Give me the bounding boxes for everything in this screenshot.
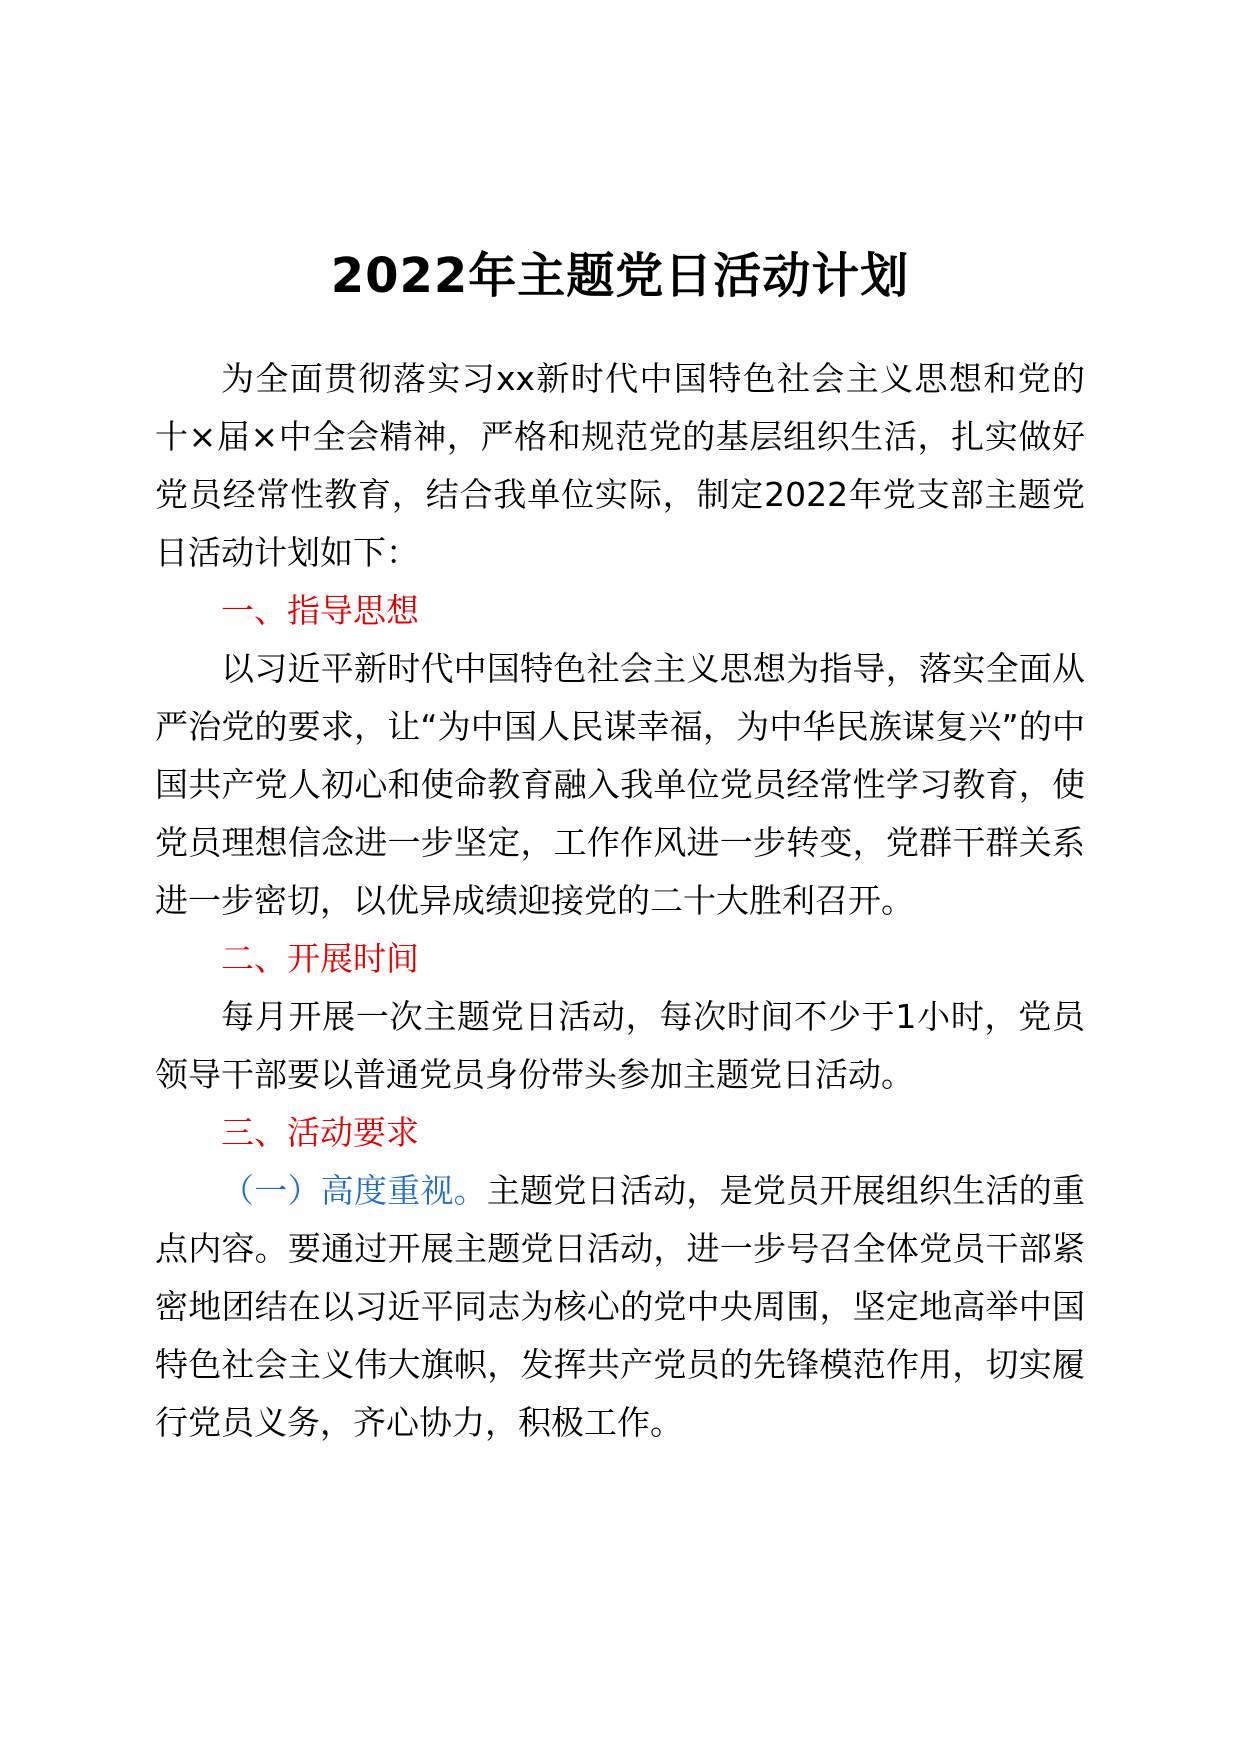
section-heading-requirements: 三、活动要求 (221, 1113, 419, 1152)
section-paragraph-schedule: 每月开展一次主题党日活动，每次时间不少于1小时，党员领导干部要以普通党员身份带头参加主题党日活动。 (155, 997, 1085, 1094)
document-title: 2022年主题党日活动计划 (330, 248, 910, 304)
section-heading-schedule: 二、开展时间 (221, 939, 419, 978)
section-paragraph-guiding-ideology: 以习近平新时代中国特色社会主义思想为指导，落实全面从严治党的要求，让“为中国人民谋幸福，为中华民族谋复兴”的中国共产党人初心和使命教育融入我单位党员经常性学习教育，使党员理想信念进一步坚定，工作作风进一步转变，党群干群关系进一步密切，以优异成绩迎接党的二十大胜利召开。 (155, 649, 1085, 920)
document-body (155, 350, 1085, 1452)
subsection-label: （一）高度重视。 (221, 1171, 487, 1210)
subsection-paragraph-high-priority (155, 1162, 1085, 1452)
section-heading-guiding-ideology: 一、指导思想 (221, 591, 419, 630)
intro-paragraph: 为全面贯彻落实习xx新时代中国特色社会主义思想和党的十×届×中全会精神，严格和规范党的基层组织生活，扎实做好党员经常性教育，结合我单位实际，制定2022年党支部主题党日活动计划如下： (155, 359, 1085, 572)
subsection-text: 主题党日活动，是党员开展组织生活的重点内容。要通过开展主题党日活动，进一步号召全体党员干部紧密地团结在以习近平同志为核心的党中央周围，坚定地高举中国特色社会主义伟大旗帜，发挥共产党员的先锋模范作用，切实履行党员义务，齐心协力，积极工作。 (155, 1171, 1086, 1442)
